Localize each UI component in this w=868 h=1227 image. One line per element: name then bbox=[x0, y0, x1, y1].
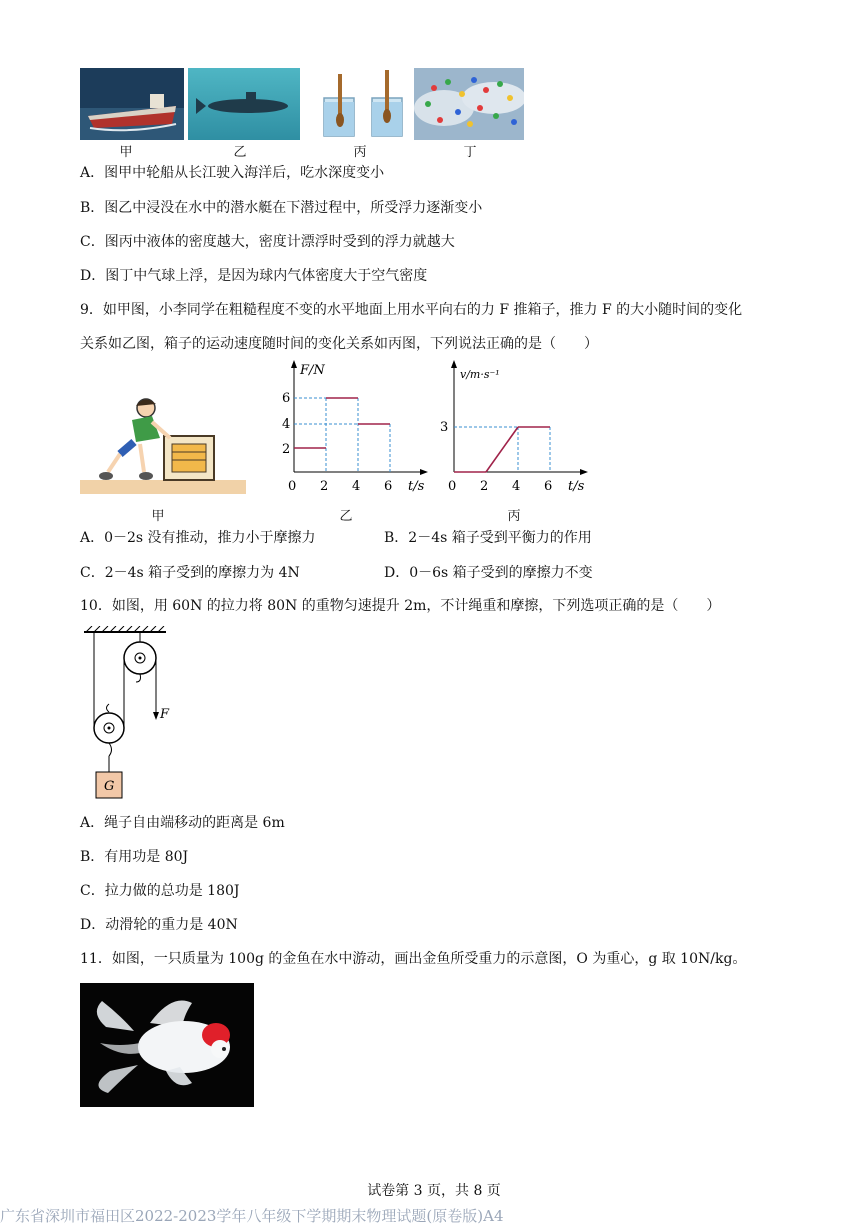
q9-option-a: A．0－2s 没有推动，推力小于摩擦力 bbox=[80, 530, 316, 546]
q8-option-d: D．图丁中气球上浮，是因为球内气体密度大于空气密度 bbox=[80, 268, 428, 284]
q9-graph-velocity bbox=[438, 360, 588, 500]
balloons-illustration bbox=[414, 68, 524, 140]
hydrometer-beakers bbox=[318, 68, 410, 140]
x-tick-0: 0 bbox=[448, 479, 457, 494]
q8-image-ship bbox=[80, 68, 184, 140]
q11-goldfish-image bbox=[80, 983, 254, 1107]
y-axis-label: v/m·s⁻¹ bbox=[460, 368, 500, 381]
goldfish-illustration bbox=[80, 983, 254, 1107]
y-axis-arrow bbox=[451, 360, 457, 368]
q10-option-d: D．动滑轮的重力是 40N bbox=[80, 917, 238, 933]
x-tick-4: 4 bbox=[352, 479, 361, 494]
q10-stem: 10．如图，用 60N 的拉力将 80N 的重物匀速提升 2m，不计绳重和摩擦，下列选项正确的是（ ） bbox=[80, 598, 721, 614]
q9-option-c: C．2－4s 箱子受到的摩擦力为 4N bbox=[80, 565, 300, 581]
watermark: 广东省深圳市福田区2022-2023学年八年级下学期期末物理试题(原卷版)A4 bbox=[0, 1207, 504, 1225]
q9-pushing-figure bbox=[80, 392, 246, 498]
weight-label: G bbox=[104, 779, 115, 794]
x-tick-2: 2 bbox=[320, 479, 329, 494]
q8-option-c: C．图丙中液体的密度越大，密度计漂浮时受到的浮力就越大 bbox=[80, 234, 455, 250]
page-footer: 试卷第 3 页，共 8 页 bbox=[367, 1183, 501, 1199]
q9-stem-line2: 关系如乙图，箱子的运动速度随时间的变化关系如丙图，下列说法正确的是（ ） bbox=[80, 336, 598, 352]
q9-caption-yi: 乙 bbox=[339, 509, 353, 524]
q8-caption-jia: 甲 bbox=[119, 145, 133, 160]
submarine-illustration bbox=[188, 68, 300, 140]
y-axis-arrow bbox=[291, 360, 297, 368]
q10-option-a: A．绳子自由端移动的距离是 6m bbox=[80, 815, 285, 831]
y-tick-2: 2 bbox=[282, 442, 291, 457]
q9-option-b: B．2－4s 箱子受到平衡力的作用 bbox=[384, 530, 592, 546]
x-tick-2: 2 bbox=[480, 479, 489, 494]
q11-stem: 11．如图，一只质量为 100g 的金鱼在水中游动，画出金鱼所受重力的示意图，O 为重心，g 取 10N/kg。 bbox=[80, 951, 747, 967]
y-tick-6: 6 bbox=[282, 391, 291, 406]
q8-caption-ding: 丁 bbox=[463, 145, 477, 160]
force-time-graph bbox=[278, 360, 428, 500]
q10-option-c: C．拉力做的总功是 180J bbox=[80, 883, 240, 899]
q8-option-a: A．图甲中轮船从长江驶入海洋后，吃水深度变小 bbox=[80, 165, 385, 181]
y-tick-4: 4 bbox=[282, 417, 291, 432]
x-axis-arrow bbox=[580, 469, 588, 475]
q8-caption-yi: 乙 bbox=[233, 145, 247, 160]
q9-caption-jia: 甲 bbox=[151, 509, 165, 524]
q8-image-submarine bbox=[188, 68, 300, 140]
q8-image-balloons bbox=[414, 68, 524, 140]
q9-graph-force bbox=[278, 360, 428, 500]
q8-caption-bing: 丙 bbox=[353, 145, 367, 160]
x-tick-0: 0 bbox=[288, 479, 297, 494]
x-axis-arrow bbox=[420, 469, 428, 475]
q8-image-hydrometer bbox=[318, 68, 410, 140]
ship-illustration bbox=[80, 68, 184, 140]
x-axis-label: t/s bbox=[408, 479, 425, 494]
boy-pushing-box-illustration bbox=[80, 392, 246, 498]
x-tick-6: 6 bbox=[544, 479, 553, 494]
q10-pulley-figure bbox=[80, 626, 180, 802]
q9-stem-line1: 9．如甲图，小李同学在粗糙程度不变的水平地面上用水平向右的力 F 推箱子，推力 F 的大小随时间的变化 bbox=[80, 302, 743, 318]
x-tick-4: 4 bbox=[512, 479, 521, 494]
velocity-time-graph bbox=[438, 360, 588, 500]
q8-option-b: B．图乙中浸没在水中的潜水艇在下潜过程中，所受浮力逐渐变小 bbox=[80, 200, 483, 216]
x-tick-6: 6 bbox=[384, 479, 393, 494]
force-label: F bbox=[160, 707, 170, 722]
velocity-segment-2-4s bbox=[486, 427, 518, 472]
y-axis-label: F/N bbox=[300, 363, 325, 378]
y-tick-3: 3 bbox=[440, 420, 449, 435]
q9-caption-bing: 丙 bbox=[507, 509, 521, 524]
pulley-system-illustration bbox=[80, 626, 180, 802]
x-axis-label: t/s bbox=[568, 479, 585, 494]
q9-option-d: D．0－6s 箱子受到的摩擦力不变 bbox=[384, 565, 593, 581]
q10-option-b: B．有用功是 80J bbox=[80, 849, 189, 865]
